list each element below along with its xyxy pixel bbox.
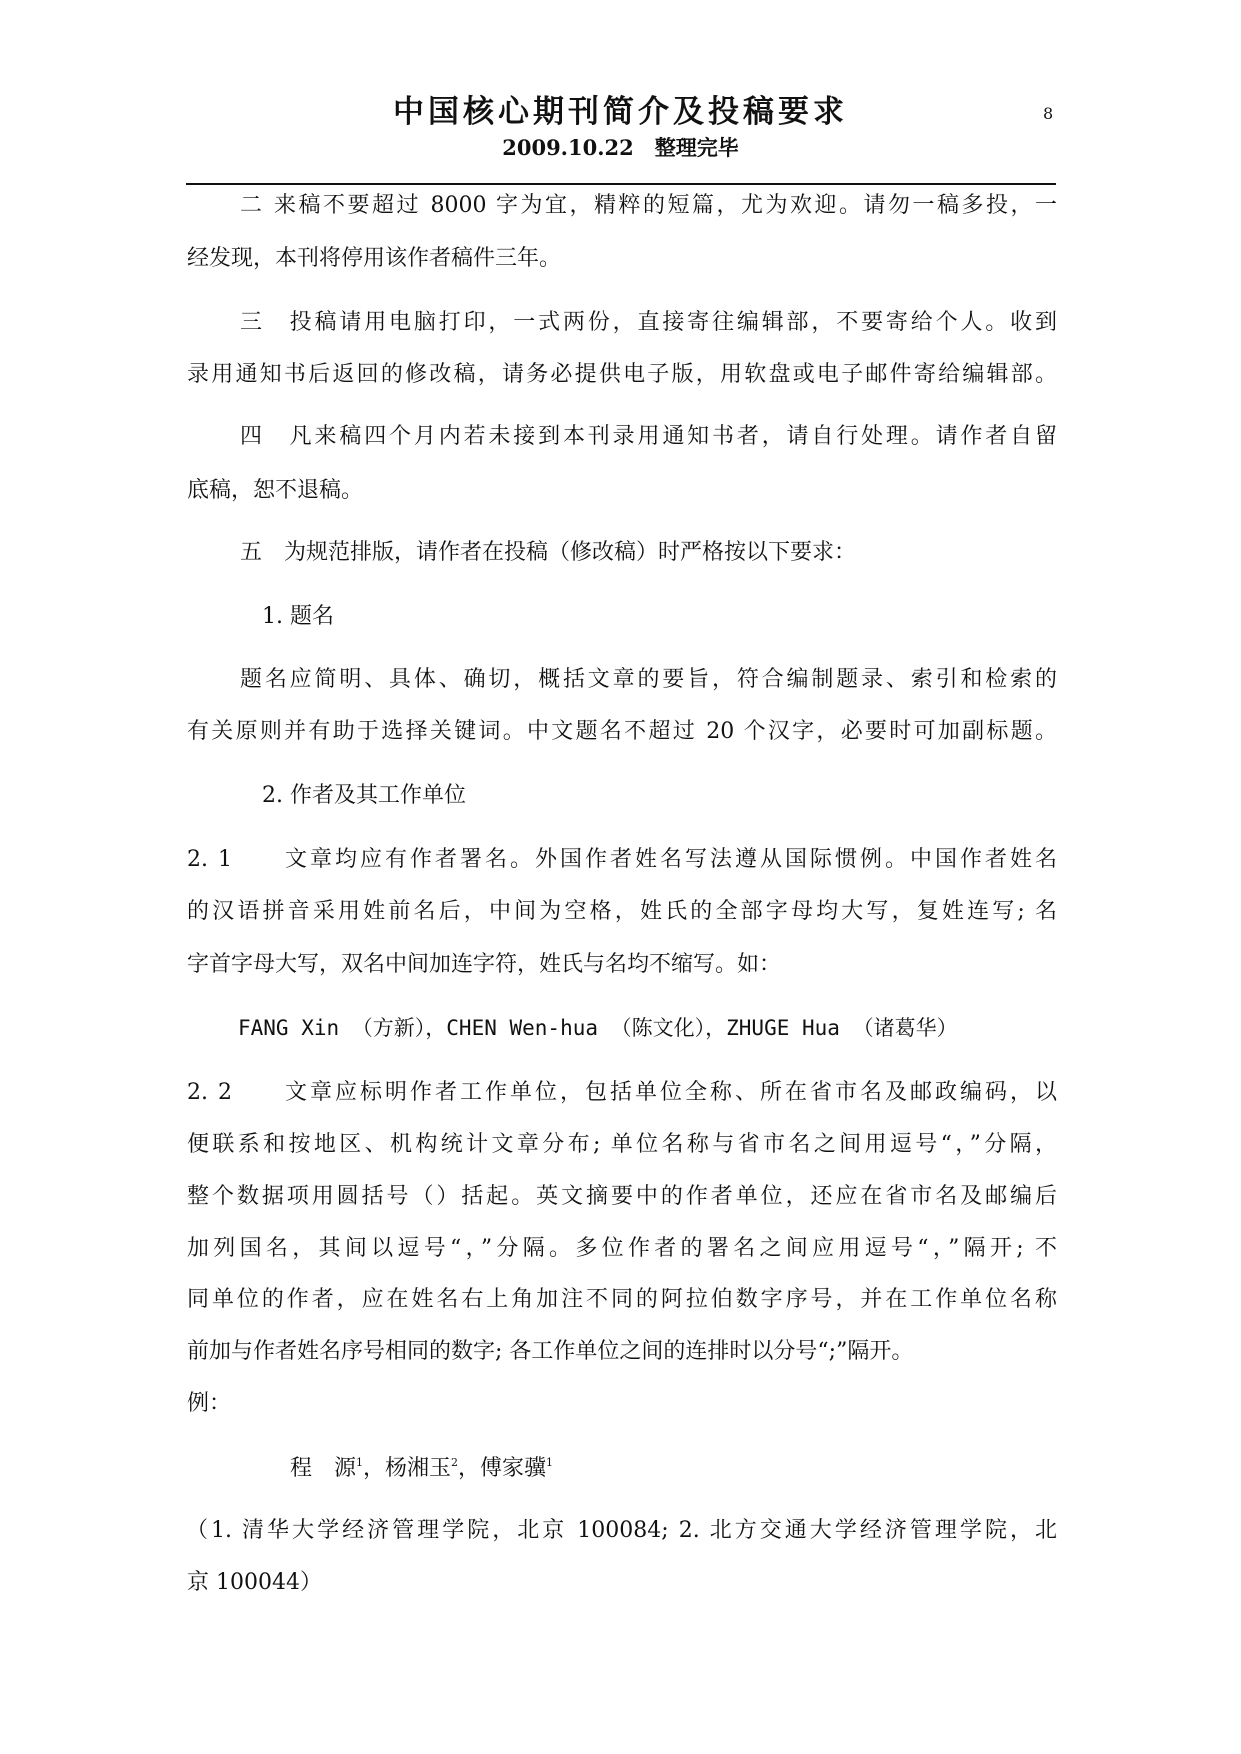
section-2-2-line-7: 例： — [187, 1391, 232, 1416]
author-3-sup: 1 — [546, 1456, 554, 1469]
section-2-2-line-6: 前加与作者姓名序号相同的数字; 各工作单位之间的连排时以分号“;”隔开。 — [187, 1339, 914, 1364]
section-2-1-line-2: 的汉语拼音采用姓前名后，中间为空格，姓氏的全部字母均大写，复姓连写; 名 — [187, 899, 1057, 924]
affiliation-line-1: （1. 清华大学经济管理学院，北京 100084; 2. 北方交通大学经济管理学院，北 — [186, 1518, 1057, 1543]
affiliation-line-2: 京 100044） — [187, 1570, 322, 1595]
header-rule — [186, 183, 1056, 185]
section-1-line-2: 有关原则并有助于选择关键词。中文题名不超过 20 个汉字，必要时可加副标题。 — [187, 719, 1057, 744]
section-2-2-line-2: 便联系和按地区、机构统计文章分布; 单位名称与省市名之间用逗号“，”分隔， — [187, 1132, 1057, 1157]
paragraph-2-line-2: 经发现，本刊将停用该作者稿件三年。 — [187, 246, 562, 271]
paragraph-3-line-2: 录用通知书后返回的修改稿，请务必提供电子版，用软盘或电子邮件寄给编辑部。 — [187, 362, 1057, 387]
section-1-line-1: 题名应简明、具体、确切，概括文章的要旨，符合编制题录、索引和检索的 — [240, 667, 1057, 692]
section-2-1-line-3: 字首字母大写，双名中间加连字符，姓氏与名均不缩写。如： — [187, 952, 782, 977]
author-name-example: FANG Xin （方新），CHEN Wen-hua （陈文化），ZHUGE Hua （诸葛华） — [238, 1016, 958, 1040]
author-1: 程 源 — [290, 1456, 357, 1481]
section-2-2-line-1: 2. 2 文章应标明作者工作单位，包括单位全称、所在省市名及邮政编码，以 — [187, 1080, 1057, 1105]
page-number: 8 — [1043, 104, 1054, 123]
page-subtitle: 2009.10.22 整理完毕 — [502, 135, 739, 160]
section-2-2-line-5: 同单位的作者，应在姓名右上角加注不同的阿拉伯数字序号，并在工作单位名称 — [187, 1287, 1057, 1312]
author-2: ，杨湘玉 — [363, 1456, 452, 1481]
paragraph-2-line-1: 二 来稿不要超过 8000 字为宜，精粹的短篇，尤为欢迎。请勿一稿多投，一 — [240, 193, 1057, 218]
section-2-1-line-1: 2. 1 文章均应有作者署名。外国作者姓名写法遵从国际惯例。中国作者姓名 — [187, 847, 1057, 872]
author-3: ，傅家骥 — [458, 1456, 547, 1481]
author-2-sup: 2 — [451, 1456, 459, 1469]
paragraph-4-line-1: 四 凡来稿四个月内若未接到本刊录用通知书者，请自行处理。请作者自留 — [240, 424, 1057, 449]
page-title: 中国核心期刊简介及投稿要求 — [393, 94, 848, 130]
section-2-2-line-4: 加列国名，其间以逗号“，”分隔。多位作者的署名之间应用逗号“，”隔开; 不 — [187, 1236, 1057, 1261]
paragraph-3-line-1: 三 投稿请用电脑打印，一式两份，直接寄往编辑部，不要寄给个人。收到 — [240, 310, 1057, 335]
example-authors — [290, 1456, 1160, 1482]
section-2-heading: 2. 作者及其工作单位 — [262, 783, 466, 808]
author-1-sup: 1 — [356, 1456, 364, 1469]
section-1-heading: 1. 题名 — [262, 604, 334, 629]
section-2-2-line-3: 整个数据项用圆括号（）括起。英文摘要中的作者单位，还应在省市名及邮编后 — [187, 1184, 1057, 1209]
paragraph-4-line-2: 底稿，恕不退稿。 — [187, 478, 364, 503]
paragraph-5-line-1: 五 为规范排版，请作者在投稿（修改稿）时严格按以下要求： — [240, 540, 857, 565]
